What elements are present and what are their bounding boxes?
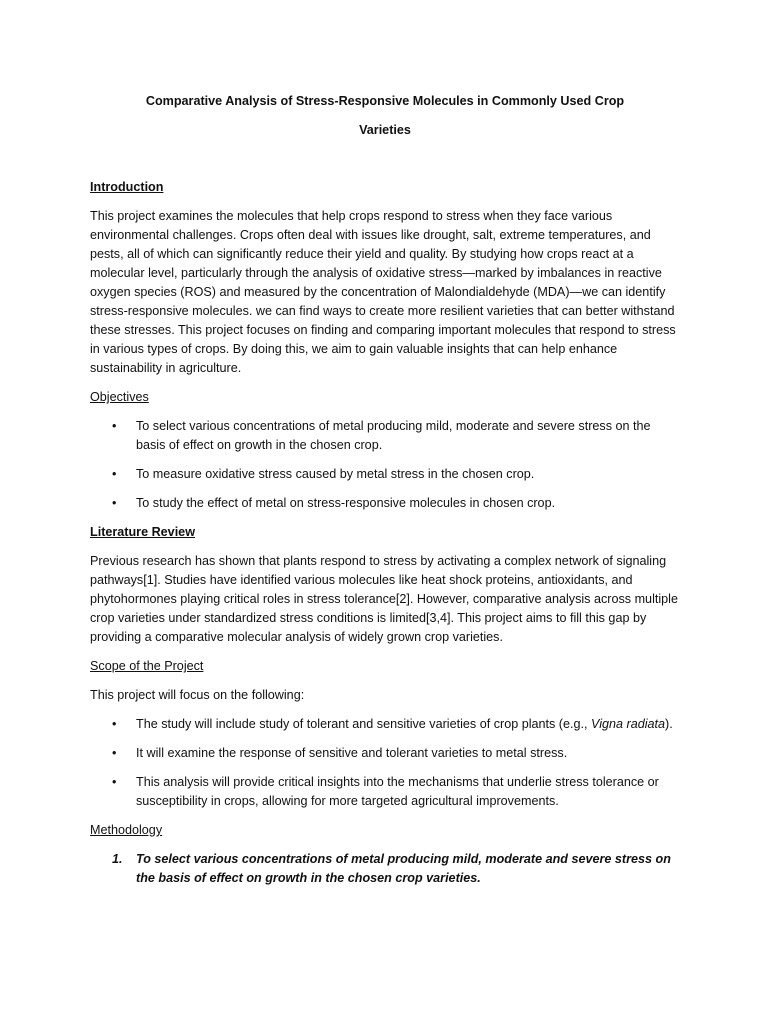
bullet-icon: •	[112, 717, 117, 731]
objective-item	[90, 417, 680, 455]
objective-text: To study the effect of metal on stress-responsive molecules in chosen crop.	[136, 496, 556, 510]
scope-list	[90, 715, 680, 811]
methodology-item-text: To select various concentrations of metal producing mild, moderate and severe stress on the basis of effect on growth in the chosen crop varieties.	[136, 852, 671, 885]
methodology-item-number: 1.	[112, 852, 123, 866]
document-title-line-1: Comparative Analysis of Stress-Responsive Molecules in Commonly Used Crop	[145, 94, 625, 108]
scope-item-text: This analysis will provide critical insights into the mechanisms that underlie stress tolerance or susceptibility in crops, allowing for more targeted agricultural improvements.	[136, 775, 659, 808]
scope-item	[90, 744, 680, 763]
bullet-icon: •	[112, 419, 117, 433]
introduction-heading: Introduction	[90, 180, 164, 194]
scope-intro: This project will focus on the following:	[90, 688, 305, 702]
bullet-icon: •	[112, 746, 117, 760]
document-title-line-2: Varieties	[359, 123, 411, 137]
objective-item	[90, 465, 680, 484]
scope-item	[90, 773, 680, 811]
literature-review-paragraph: Previous research has shown that plants respond to stress by activating a complex network of signaling pathways[1]. Studies have identified various molecules like heat shock proteins, antioxidants, and phytohormones playing critical roles in stress tolerance[2]. However, comparative analysis across multiple crop varieties under standardized stress conditions is limited[3,4]. This project aims to fill this gap by providing a comparative molecular analysis of widely grown crop varieties.	[90, 554, 678, 644]
scope-item	[90, 715, 680, 734]
objectives-heading: Objectives	[90, 390, 149, 404]
bullet-icon: •	[112, 467, 117, 481]
objective-item	[90, 494, 680, 513]
bullet-icon: •	[112, 775, 117, 789]
methodology-item	[90, 850, 680, 888]
methodology-heading: Methodology	[90, 823, 163, 837]
scope-item-prefix: The study will include study of tolerant and sensitive varieties of crop plants (e.g.,	[136, 717, 592, 731]
scope-heading: Scope of the Project	[90, 659, 204, 673]
introduction-paragraph: This project examines the molecules that help crops respond to stress when they face various environmental challenges. Crops often deal with issues like drought, salt, extreme temperatures, and pests, all of which can significantly reduce their yield and quality. By studying how crops react at a molecular level, particularly through the analysis of oxidative stress—marked by imbalances in reactive oxygen species (ROS) and measured by the concentration of Malondialdehyde (MDA)—we can identify stress-responsive molecules. we can find ways to create more resilient varieties that can better withstand these stresses. This project focuses on finding and comparing important molecules that respond to stress in various types of crops. By doing this, we aim to gain valuable insights that can help enhance sustainability in agriculture.	[90, 209, 676, 375]
bullet-icon: •	[112, 496, 117, 510]
literature-review-heading: Literature Review	[90, 525, 195, 539]
species-name: Vigna radiata	[591, 717, 666, 731]
methodology-list	[90, 850, 680, 888]
scope-item-suffix: ).	[665, 717, 673, 731]
objective-text: To select various concentrations of metal producing mild, moderate and severe stress on the basis of effect on growth in the chosen crop.	[136, 419, 651, 452]
document-page	[90, 92, 680, 888]
objective-text: To measure oxidative stress caused by metal stress in the chosen crop.	[136, 467, 535, 481]
scope-item-text: It will examine the response of sensitive and tolerant varieties to metal stress.	[136, 746, 568, 760]
objectives-list	[90, 417, 680, 513]
